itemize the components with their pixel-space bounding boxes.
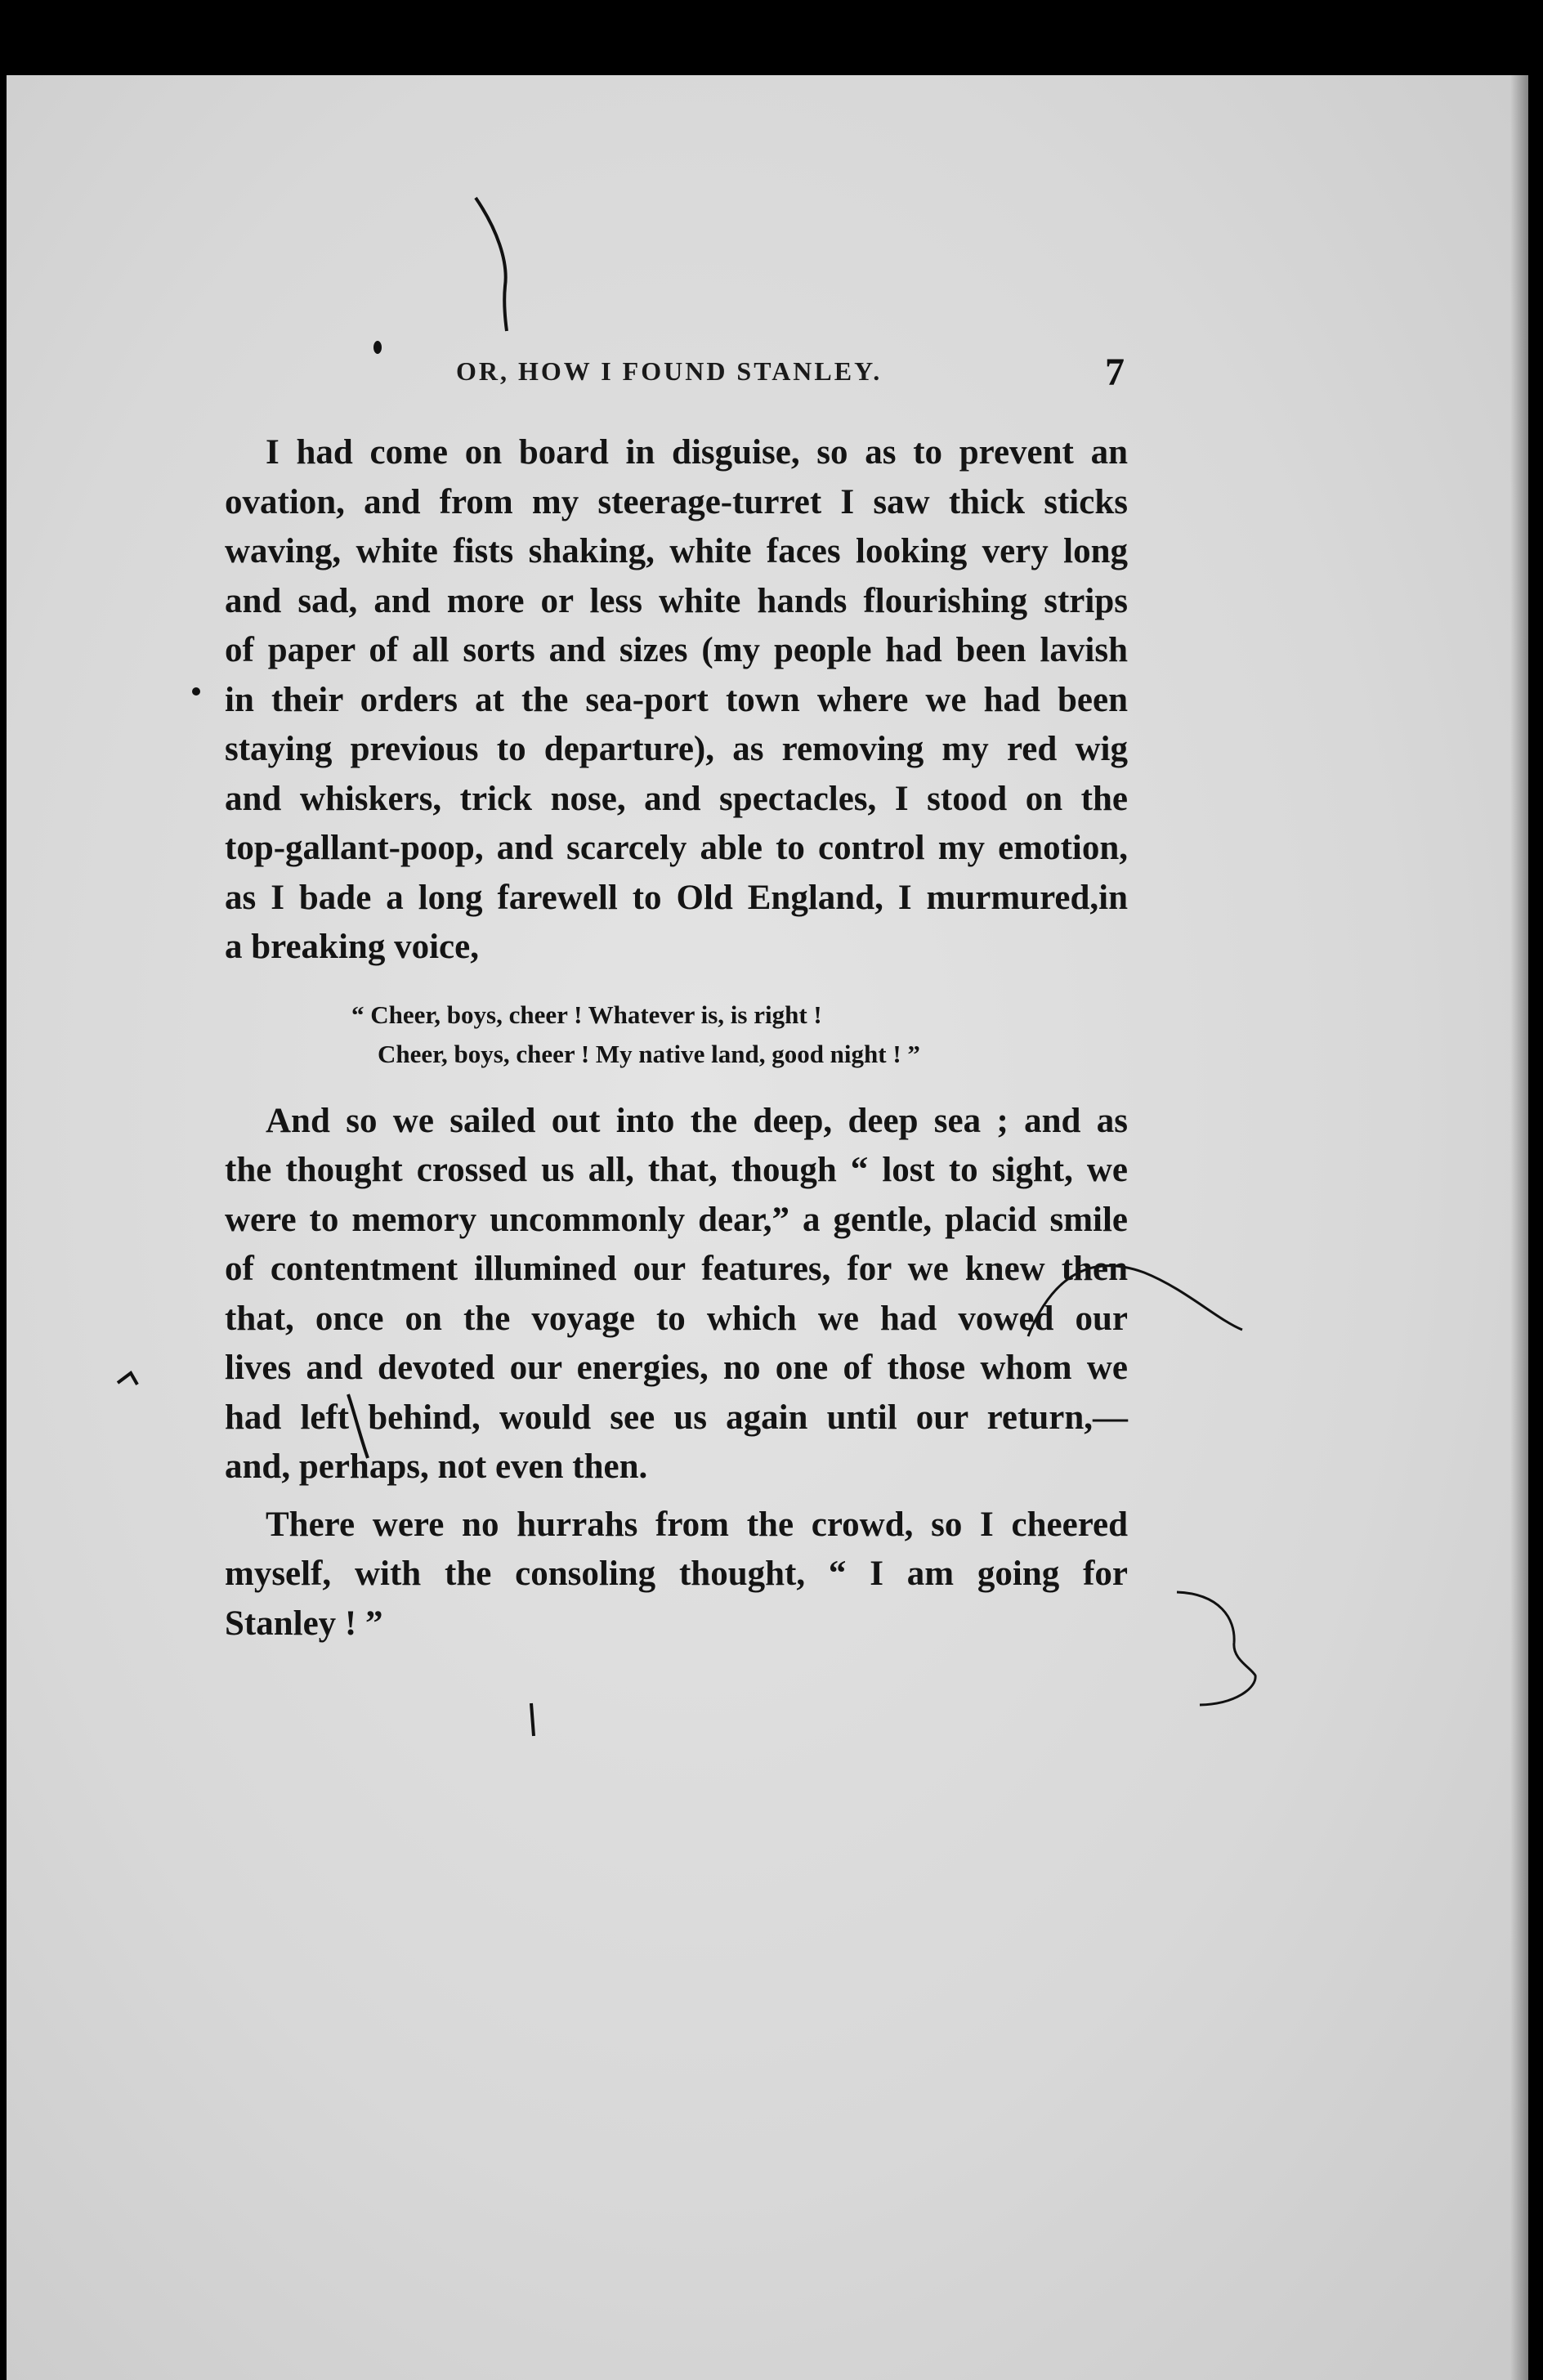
page-edge-shadow: [1510, 75, 1528, 2380]
body-text: [225, 428, 1128, 1649]
verse-line: “ Cheer, boys, cheer ! Whatever is, is right !: [351, 1000, 822, 1029]
text-line: I had come on board in disguise, so as to prevent an: [266, 433, 1128, 472]
paragraph-1: [225, 428, 1128, 973]
text-line: There were no hurrahs from the crowd, so I cheered: [266, 1505, 1128, 1544]
paragraph-3: [225, 1501, 1128, 1649]
text-line: had left behind, would see us again until our return,—: [225, 1398, 1128, 1437]
text-line: as I bade a long farewell to Old England, I murmured,in: [225, 878, 1128, 917]
text-line: the thought crossed us all, that, though “ lost to sight, we: [225, 1151, 1128, 1189]
text-line: of paper of all sorts and sizes (my people had been lavish: [225, 631, 1128, 669]
text-line: And so we sailed out into the deep, deep sea ; and as: [266, 1101, 1128, 1140]
text-line: ovation, and from my steerage-turret I saw thick sticks: [225, 482, 1128, 521]
text-line: and sad, and more or less white hands flourishing strips: [225, 581, 1128, 620]
running-title: OR, HOW I FOUND STANLEY.: [456, 356, 883, 386]
paragraph-gap: [225, 1492, 1128, 1501]
text-line: that, once on the voyage to which we had vowed our: [225, 1299, 1128, 1338]
text-line: top-gallant-poop, and scarcely able to control my emotion,: [225, 829, 1128, 867]
text-line: waving, white fists shaking, white faces looking very long: [225, 532, 1128, 570]
text-line: in their orders at the sea-port town where we had been: [225, 680, 1128, 719]
paragraph-2: [225, 1097, 1128, 1492]
text-line: and whiskers, trick nose, and spectacles, I stood on the: [225, 779, 1128, 818]
text-line: Stanley ! ”: [225, 1604, 383, 1643]
text-line: and, perhaps, not even then.: [225, 1447, 648, 1486]
page-number: 7: [1105, 351, 1125, 394]
text-line: lives and devoted our energies, no one of those whom we: [225, 1349, 1128, 1387]
text-line: of contentment illumined our features, for we knew then: [225, 1250, 1128, 1288]
text-line: a breaking voice,: [225, 928, 479, 966]
text-line: were to memory uncommonly dear,” a gentle, placid smile: [225, 1200, 1128, 1239]
verse-line: Cheer, boys, cheer ! My native land, good night ! ”: [378, 1039, 920, 1068]
text-line: myself, with the consoling thought, “ I am going for: [225, 1555, 1128, 1593]
verse-quotation: [351, 995, 1128, 1074]
text-line: staying previous to departure), as removing my red wig: [225, 730, 1128, 768]
